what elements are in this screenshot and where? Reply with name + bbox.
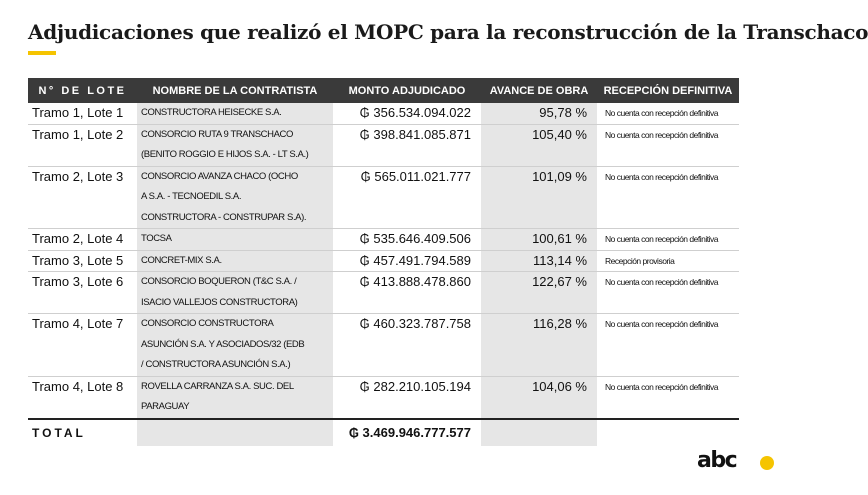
- lote-cell: Tramo 2, Lote 3: [28, 166, 137, 229]
- table-row: [28, 124, 739, 166]
- total-empty-cell: [481, 419, 597, 446]
- col-header-recepcion: RECEPCIÓN DEFINITIVA: [597, 78, 739, 103]
- contratista-cell: [137, 272, 333, 314]
- avance-cell: 122,67 %: [481, 272, 597, 314]
- lote-cell: Tramo 1, Lote 2: [28, 124, 137, 166]
- avance-cell: 95,78 %: [481, 103, 597, 124]
- page-title: Adjudicaciones que realizó el MOPC para la reconstrucción de la Transchaco: [28, 20, 868, 44]
- contratista-cell: [137, 314, 333, 377]
- contratista-line: ISACIO VALLEJOS CONSTRUCTORA): [141, 296, 298, 308]
- table-row: [28, 314, 739, 377]
- contratista-line: ROVELLA CARRANZA S.A. SUC. DEL: [141, 380, 294, 392]
- monto-cell: ₲ 282.210.105.194: [333, 376, 481, 419]
- title-underline: [28, 51, 56, 55]
- lote-cell: Tramo 4, Lote 8: [28, 376, 137, 419]
- total-label: TOTAL: [32, 425, 86, 440]
- table-row: [28, 166, 739, 229]
- monto-cell: ₲ 398.841.085.871: [333, 124, 481, 166]
- monto-cell: ₲ 356.534.094.022: [333, 103, 481, 124]
- avance-cell: 100,61 %: [481, 229, 597, 251]
- avance-cell: 101,09 %: [481, 166, 597, 229]
- contratista-line: CONSTRUCTORA HEISECKE S.A.: [141, 107, 282, 118]
- contratista-cell: [137, 250, 333, 272]
- contratista-cell: [137, 229, 333, 251]
- table-row: [28, 229, 739, 251]
- lote-cell: Tramo 3, Lote 5: [28, 250, 137, 272]
- col-header-monto: MONTO ADJUDICADO: [333, 78, 481, 103]
- recepcion-cell: No cuenta con recepción definitiva: [597, 272, 739, 314]
- lote-cell: Tramo 3, Lote 6: [28, 272, 137, 314]
- contratista-line: CONCRET-MIX S.A.: [141, 254, 222, 266]
- lote-cell: Tramo 1, Lote 1: [28, 103, 137, 124]
- contratista-line: CONSORCIO RUTA 9 TRANSCHACO: [141, 128, 293, 140]
- avance-cell: 105,40 %: [481, 124, 597, 166]
- recepcion-cell: No cuenta con recepción definitiva: [597, 314, 739, 377]
- contratista-line: CONSTRUCTORA - CONSTRUPAR S.A).: [141, 211, 307, 223]
- avance-cell: 104,06 %: [481, 376, 597, 419]
- total-empty-cell: [597, 419, 739, 446]
- monto-cell: ₲ 535.646.409.506: [333, 229, 481, 251]
- contratista-cell: [137, 103, 333, 124]
- contratista-line: CONSORCIO AVANZA CHACO (OCHO: [141, 170, 298, 182]
- contratista-line: ASUNCIÓN S.A. Y ASOCIADOS/32 (EDB: [141, 338, 305, 350]
- recepcion-cell: Recepción provisoria: [597, 250, 739, 272]
- contratista-line: PARAGUAY: [141, 401, 190, 412]
- contratista-cell: [137, 124, 333, 166]
- total-empty-cell: [137, 419, 333, 446]
- recepcion-cell: No cuenta con recepción definitiva: [597, 166, 739, 229]
- table-row: [28, 272, 739, 314]
- total-monto: ₲ 3.469.946.777.577: [348, 425, 471, 440]
- monto-cell: ₲ 565.011.021.777: [333, 166, 481, 229]
- col-header-avance: AVANCE DE OBRA: [481, 78, 597, 103]
- contratista-cell: [137, 166, 333, 229]
- table-header-row: [28, 78, 739, 103]
- recepcion-cell: No cuenta con recepción definitiva: [597, 229, 739, 251]
- col-header-contratista: NOMBRE DE LA CONTRATISTA: [137, 78, 333, 103]
- table-row: [28, 376, 739, 419]
- table-row: [28, 250, 739, 272]
- abc-logo: [697, 448, 769, 480]
- recepcion-cell: No cuenta con recepción definitiva: [597, 124, 739, 166]
- avance-cell: 116,28 %: [481, 314, 597, 377]
- lote-cell: Tramo 2, Lote 4: [28, 229, 137, 251]
- contratista-cell: [137, 376, 333, 419]
- monto-cell: ₲ 457.491.794.589: [333, 250, 481, 272]
- logo-text: abc: [697, 448, 737, 473]
- abc-logo-icon: [760, 456, 774, 470]
- recepcion-cell: No cuenta con recepción definitiva: [597, 376, 739, 419]
- contratista-line: CONSORCIO CONSTRUCTORA: [141, 318, 274, 329]
- table-row: [28, 103, 739, 124]
- lote-cell: Tramo 4, Lote 7: [28, 314, 137, 377]
- monto-cell: ₲ 460.323.787.758: [333, 314, 481, 377]
- contratista-line: A S.A. - TECNOEDIL S.A.: [141, 191, 242, 202]
- avance-cell: 113,14 %: [481, 250, 597, 272]
- contratista-line: CONSORCIO BOQUERON (T&C S.A. /: [141, 276, 297, 287]
- total-row: [28, 419, 739, 446]
- monto-cell: ₲ 413.888.478.860: [333, 272, 481, 314]
- adjudicaciones-table: [28, 78, 739, 446]
- contratista-line: / CONSTRUCTORA ASUNCIÓN S.A.): [141, 359, 291, 370]
- recepcion-cell: No cuenta con recepción definitiva: [597, 103, 739, 124]
- contratista-line: TOCSA: [141, 233, 172, 244]
- contratista-line: (BENITO ROGGIO E HIJOS S.A. - LT S.A.): [141, 149, 309, 160]
- col-header-lote: N° DE LOTE: [28, 78, 137, 103]
